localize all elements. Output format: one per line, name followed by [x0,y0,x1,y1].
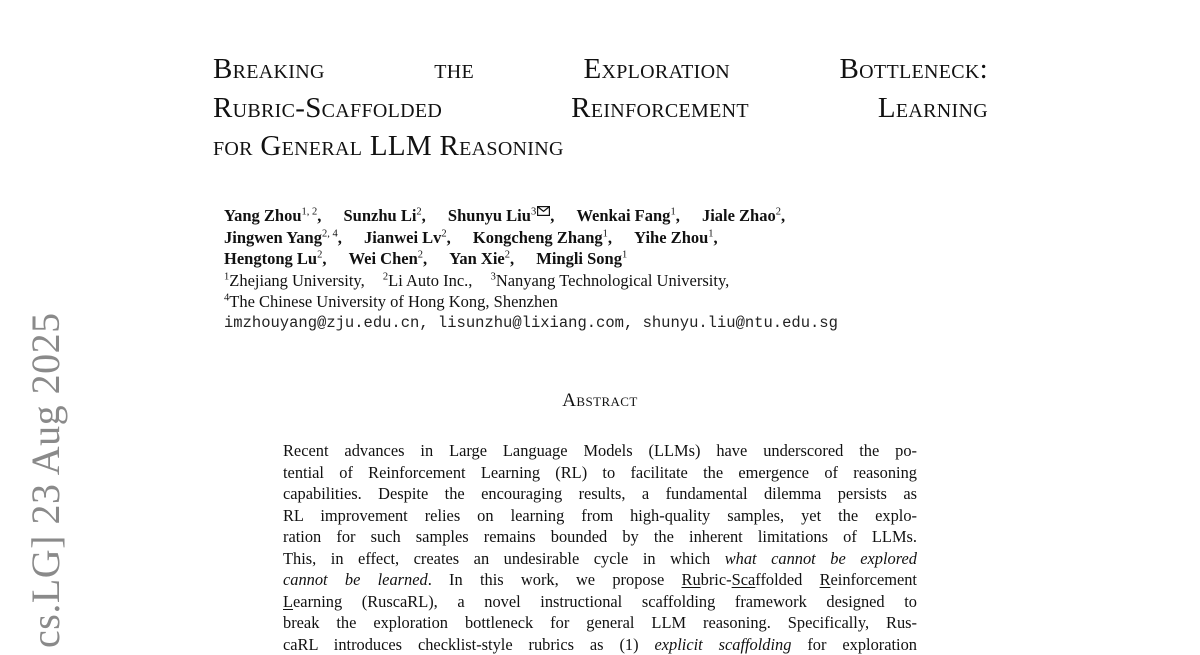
author: Yihe Zhou$^1$, [634,228,718,247]
author: Mingli Song$^1$ [536,249,627,268]
author: Hengtong Lu$^2$, [224,249,326,268]
author-emails: imzhouyang@zju.edu.cn, lisunzhu@lixiang.com, shunyu.liu@ntu.edu.sg [224,313,984,335]
author: Yang Zhou$^{1, 2}$, [224,206,321,225]
author: Sunzhu Li$^2$, [344,206,426,225]
abstract-heading: Abstract [0,390,1200,412]
affiliation: $^4$The Chinese University of Hong Kong, Shenzhen [224,292,558,311]
author: Jiale Zhao$^2$, [702,206,785,225]
author-row-3 [224,248,984,270]
author: Yan Xie$^2$, [449,249,514,268]
author: Kongcheng Zhang$^1$, [473,228,612,247]
abstract-line: capabilities. Despite the encouraging results, a fundamental dilemma persists as [283,483,917,505]
author: Jingwen Yang$^{2, 4}$, [224,228,342,247]
affiliation: $^3$Nanyang Technological University, [491,271,730,290]
title-line-3: for General LLM Reasoning [213,127,988,166]
author: Wenkai Fang$^1$, [576,206,679,225]
author: Wei Chen$^2$, [349,249,428,268]
abstract-line: Recent advances in Large Language Models (LLMs) have underscored the po- [283,440,917,462]
paper-title [213,50,988,166]
author: Jianwei Lv$^2$, [364,228,451,247]
abstract-line: caRL introduces checklist-style rubrics as (1) explicit scaffolding for exploration [283,634,917,655]
abstract-line: tential of Reinforcement Learning (RL) to facilitate the emergence of reasoning [283,462,917,484]
abstract-line: This, in effect, creates an undesirable cycle in which what cannot be explored [283,548,917,570]
affiliation: $^2$Li Auto Inc., [383,271,473,290]
abstract-line: cannot be learned. In this work, we propose Rubric-Scaffolded Reinforcement [283,569,917,591]
abstract-text [283,440,917,655]
envelope-icon [537,200,550,222]
author-corresponding: Shunyu Liu$^3$ , [448,206,554,225]
affiliation-row-1 [224,270,984,292]
author-row-1 [224,200,984,227]
abstract-line: break the exploration bottleneck for general LLM reasoning. Specifically, Rus- [283,612,917,634]
author-row-2 [224,227,984,249]
abstract-line: ration for such samples remains bounded by the inherent limitations of LLMs. [283,526,917,548]
author-block [224,200,984,334]
abstract-line: RL improvement relies on learning from high-quality samples, yet the explo- [283,505,917,527]
affiliation-row-2 [224,291,984,313]
title-line-2: Rubric-Scaffolded Reinforcement Learning [213,89,988,128]
affiliation: $^1$Zhejiang University, [224,271,365,290]
abstract-line: Learning (RuscaRL), a novel instructional scaffolding framework designed to [283,591,917,613]
title-line-1: Breaking the Exploration Bottleneck: [213,50,988,89]
arxiv-identifier-stamp: cs.LG] 23 Aug 2025 [26,312,66,648]
